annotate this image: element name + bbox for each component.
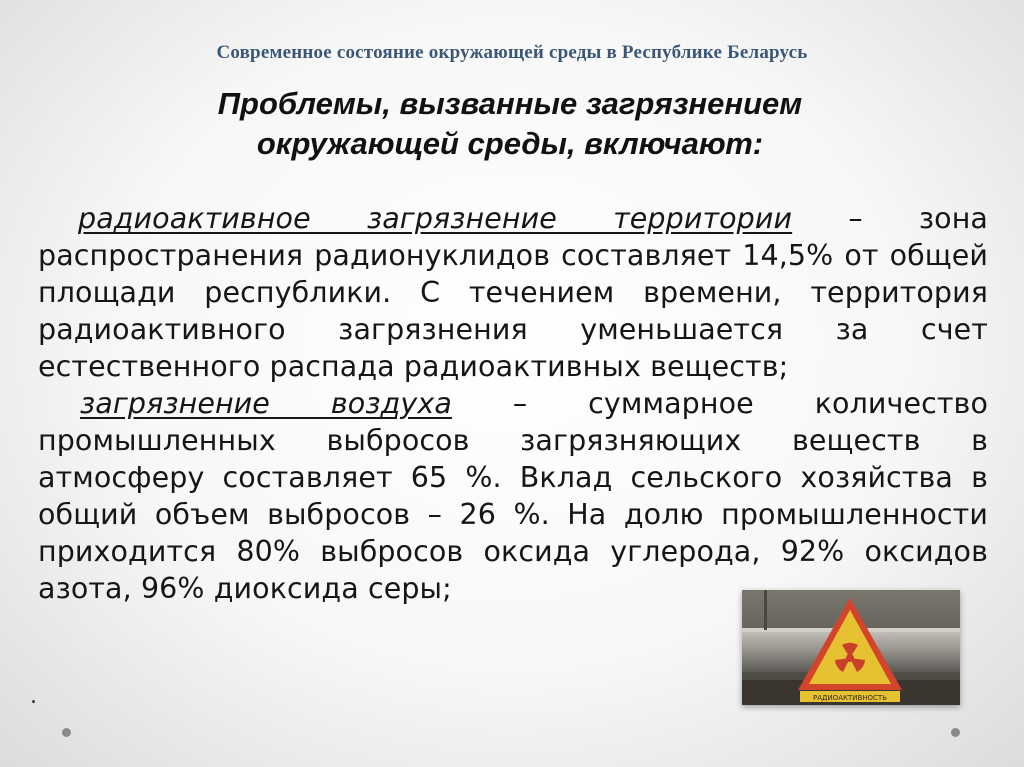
paragraph-radioactive-pollution: [38, 200, 988, 385]
term-radioactive-pollution: радиоактивное загрязнение территории: [78, 202, 793, 235]
slide-top-title: Современное состояние окружающей среды в Республике Беларусь: [216, 42, 808, 63]
decorative-dot-left: [62, 728, 71, 737]
paragraph-text: – зона распространения радионуклидов составляет 14,5% от общей площади республики. С течением времени, территория радиоактивного загрязнения уменьшается за счет естественного распада радиоактивных веществ;: [38, 202, 989, 383]
empty-bullet: .: [30, 684, 37, 709]
radiation-sign-photo: [742, 590, 960, 705]
sign-label: РАДИОАКТИВНОСТЬ: [812, 694, 888, 702]
slide-body: [38, 200, 988, 607]
paragraph-text: – суммарное количество промышленных выбросов загрязняющих веществ в атмосферу составляет 65 %. Вклад сельского хозяйства в общий объем выбросов – 26 %. На долю промышленности приходится 80% выбросов оксида углерода, 92% оксидов азота, 96% диоксида серы;: [38, 387, 988, 605]
paragraph-air-pollution: [38, 385, 988, 607]
slide-heading: Проблемы, вызванные загрязнением окружающей среды, включают:: [217, 86, 803, 161]
decorative-dot-right: [951, 728, 960, 737]
radiation-warning-icon: [742, 590, 960, 705]
term-air-pollution: загрязнение воздуха: [80, 387, 452, 420]
